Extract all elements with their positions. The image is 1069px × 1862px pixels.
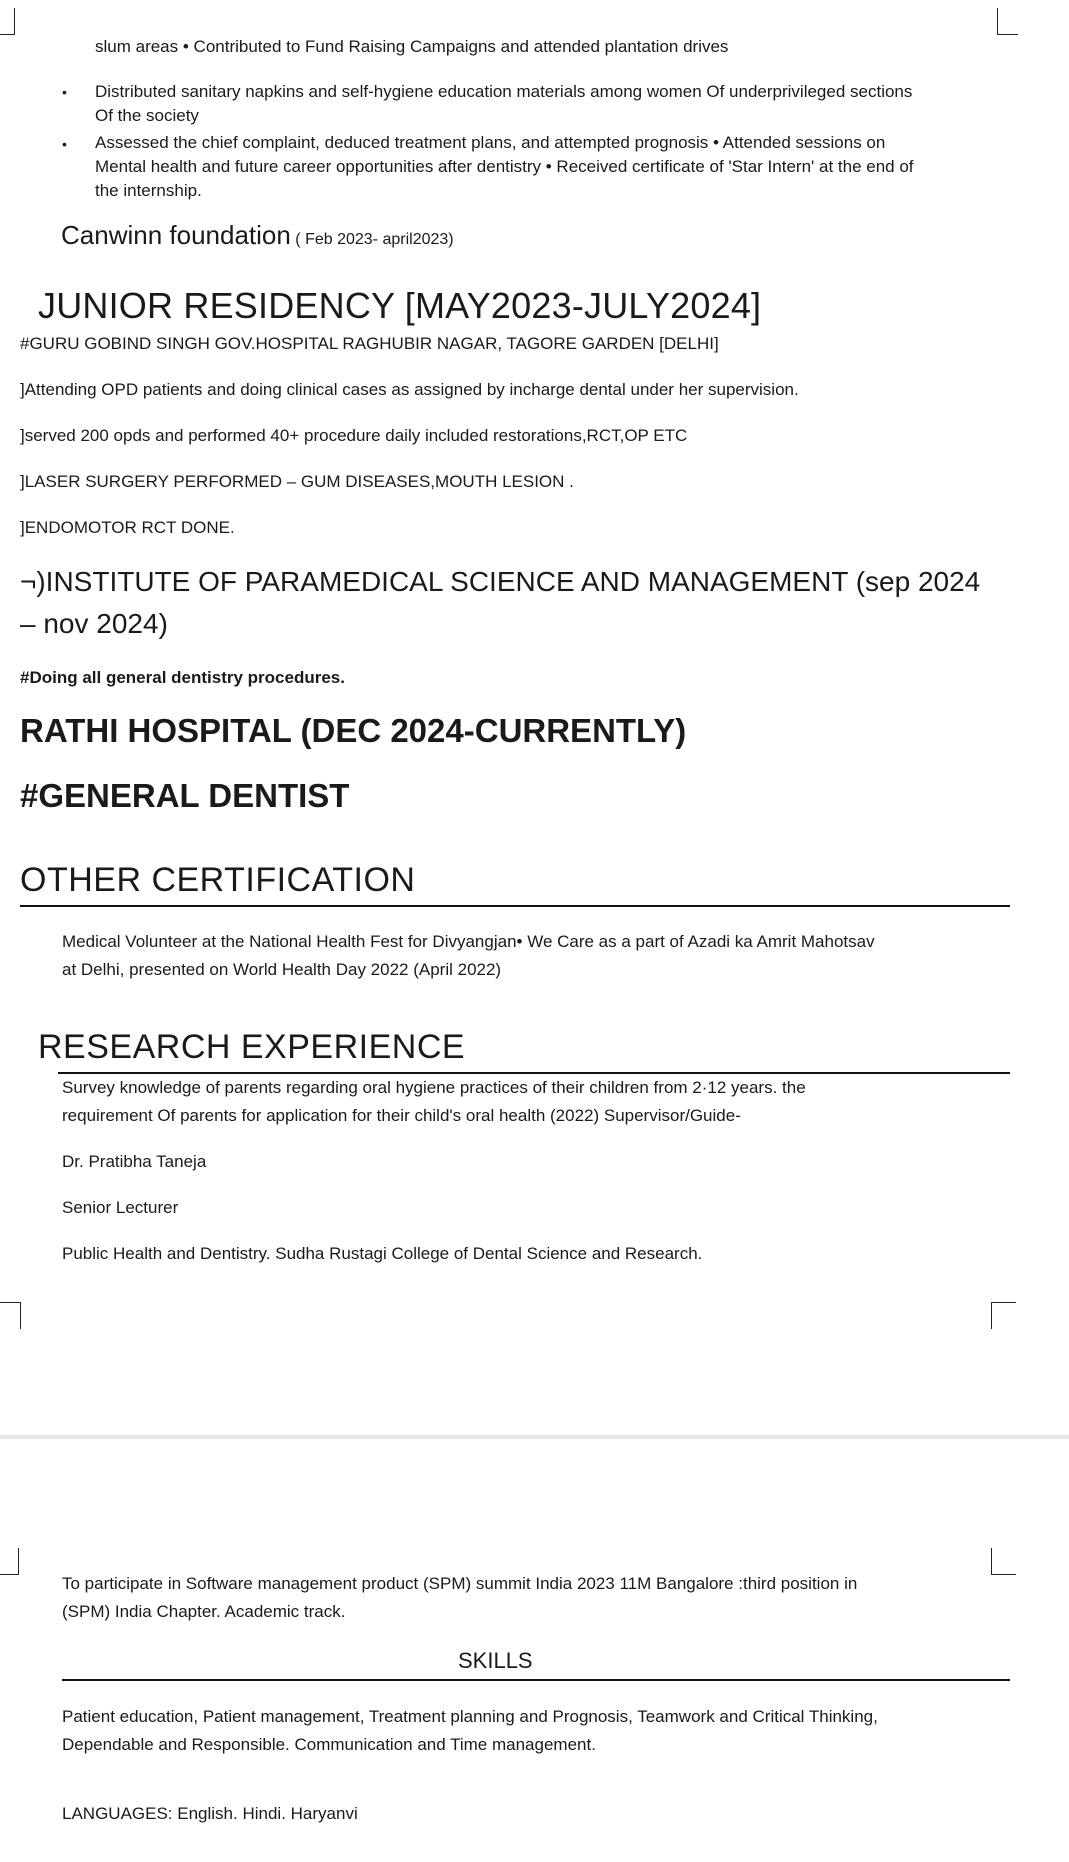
crop-mark-bottom-left — [0, 1302, 21, 1329]
crop-mark-bottom-right — [991, 1302, 1016, 1329]
research-guide-title: Senior Lecturer — [62, 1198, 179, 1217]
junior-residency-item: ]served 200 opds and performed 40+ procedure daily included restorations,RCT,OP ETC — [20, 426, 688, 445]
spm-line-1: To participate in Software management product (SPM) summit India 2023 11M Bangalore :third position in — [62, 1574, 858, 1593]
crop-mark-top-left — [0, 1548, 19, 1575]
research-line-2: requirement Of parents for application for their child's oral health (2022) Supervisor/Guide- — [62, 1106, 741, 1125]
junior-residency-heading: JUNIOR RESIDENCY [MAY2023-JULY2024] — [38, 285, 762, 326]
institute-heading-line-2: – nov 2024) — [20, 608, 168, 639]
bullet-1-line-1: Distributed sanitary napkins and self-hygiene education materials among women Of underprivileged sections — [95, 82, 913, 101]
section-divider — [20, 905, 1010, 907]
junior-residency-item: ]ENDOMOTOR RCT DONE. — [20, 518, 235, 537]
institute-heading-line-1: ¬)INSTITUTE OF PARAMEDICAL SCIENCE AND MANAGEMENT (sep 2024 — [20, 566, 981, 597]
institute-note: #Doing all general dentistry procedures. — [20, 668, 345, 687]
languages-line: LANGUAGES: English. Hindi. Haryanvi — [62, 1804, 358, 1823]
research-institution: Public Health and Dentistry. Sudha Rustagi College of Dental Science and Research. — [62, 1244, 703, 1263]
section-divider — [58, 1072, 1010, 1074]
canwinn-dates: ( Feb 2023- april2023) — [295, 231, 454, 248]
other-certification-line-1: Medical Volunteer at the National Health Fest for Divyangjan• We Care as a part of Azadi ka Amrit Mahotsav — [62, 932, 875, 951]
research-guide-name: Dr. Pratibha Taneja — [62, 1152, 207, 1171]
skills-heading: SKILLS — [458, 1648, 533, 1673]
spm-line-2: (SPM) India Chapter. Academic track. — [62, 1602, 346, 1621]
bullet-2-line-2: Mental health and future career opportunities after dentistry • Received certificate of 'Star Intern' at the end of — [95, 157, 914, 176]
junior-residency-hospital: #GURU GOBIND SINGH GOV.HOSPITAL RAGHUBIR NAGAR, TAGORE GARDEN [DELHI] — [20, 334, 719, 353]
bullet-dot: • — [62, 84, 67, 100]
research-line-1: Survey knowledge of parents regarding oral hygiene practices of their children from 2·12 years. the — [62, 1078, 806, 1097]
rathi-hospital-role: #GENERAL DENTIST — [20, 777, 350, 814]
research-experience-heading: RESEARCH EXPERIENCE — [38, 1028, 466, 1066]
junior-residency-item: ]Attending OPD patients and doing clinical cases as assigned by incharge dental under her supervision. — [20, 380, 799, 399]
rathi-hospital-heading: RATHI HOSPITAL (DEC 2024-CURRENTLY) — [20, 712, 687, 749]
crop-mark-top-left — [0, 8, 15, 35]
skills-line-2: Dependable and Responsible. Communication and Time management. — [62, 1735, 596, 1754]
section-divider — [62, 1679, 1010, 1681]
canwinn-entry — [61, 218, 454, 257]
crop-mark-top-right — [997, 8, 1018, 35]
junior-residency-item: ]LASER SURGERY PERFORMED – GUM DISEASES,MOUTH LESION . — [20, 472, 574, 491]
skills-line-1: Patient education, Patient management, Treatment planning and Prognosis, Teamwork and Critical Thinking, — [62, 1707, 878, 1726]
canwinn-name: Canwinn foundation — [61, 220, 291, 250]
intro-line: slum areas • Contributed to Fund Raising Campaigns and attended plantation drives — [95, 37, 729, 56]
bullet-2-line-1: Assessed the chief complaint, deduced treatment plans, and attempted prognosis • Attended sessions on — [95, 133, 886, 152]
bullet-2-line-3: the internship. — [95, 181, 202, 200]
page-break — [0, 1435, 1069, 1439]
other-certification-line-2: at Delhi, presented on World Health Day 2022 (April 2022) — [62, 960, 502, 979]
bullet-dot: • — [62, 136, 67, 152]
other-certification-heading: OTHER CERTIFICATION — [20, 861, 416, 899]
crop-mark-top-right — [991, 1548, 1016, 1575]
bullet-1-line-2: Of the society — [95, 106, 199, 125]
